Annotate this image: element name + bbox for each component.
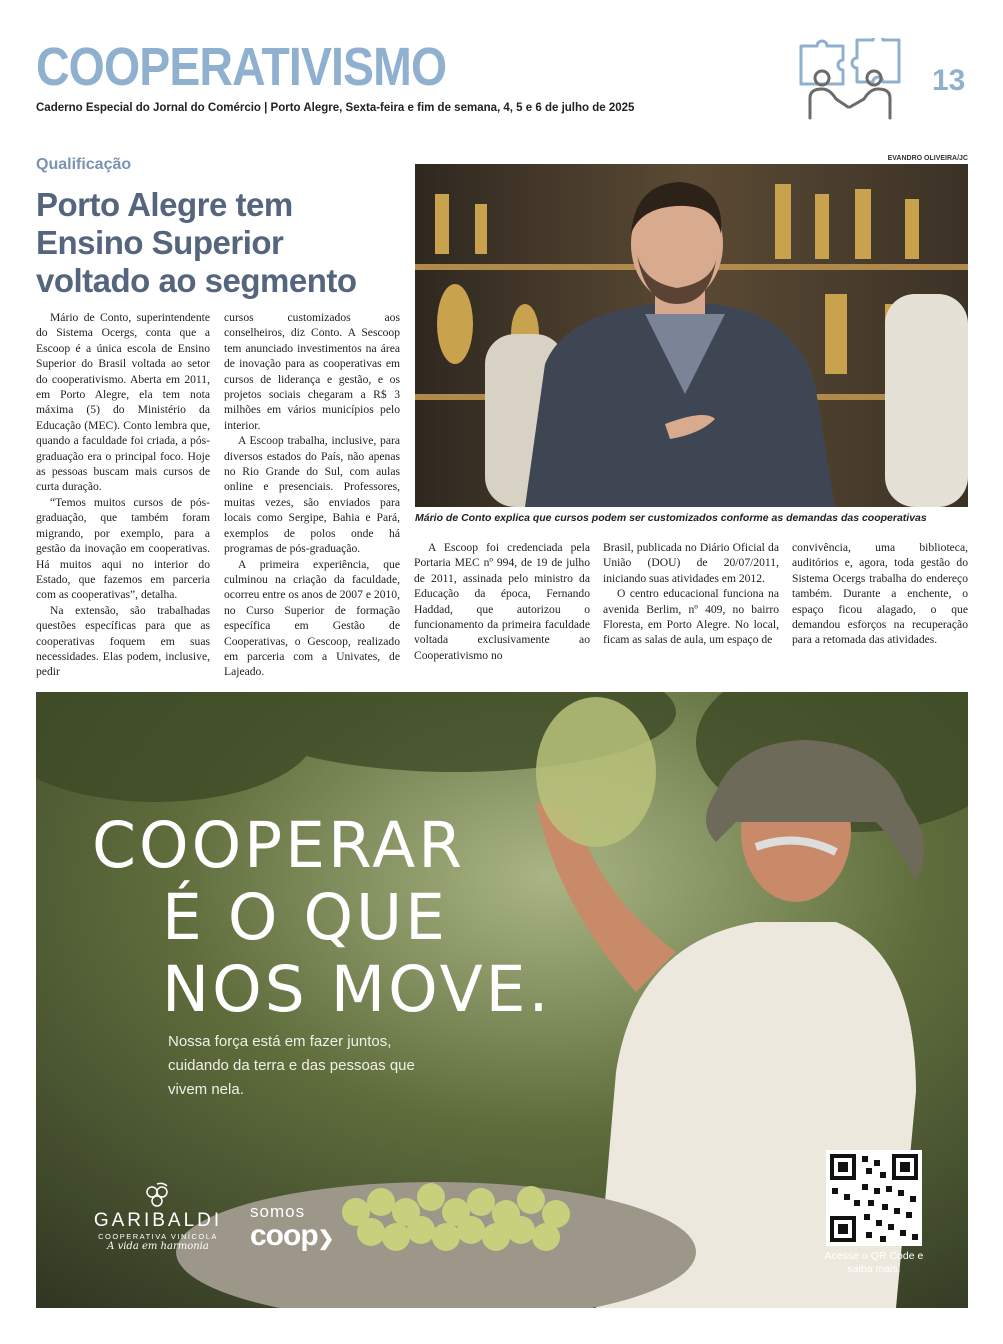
coop-text: coop❯ xyxy=(250,1219,334,1252)
paragraph: Na extensão, são trabalhadas questões específicas para que as cooperativas foquem em suas necessidades. Elas podem, inclusive, pedir xyxy=(36,603,210,679)
article-photo xyxy=(415,164,968,507)
garibaldi-logo xyxy=(88,1182,228,1252)
brand-name: GARIBALDI xyxy=(93,1210,223,1231)
paragraph: Brasil, publicada no Diário Oficial da União (DOU) de 20/07/2011, iniciando suas atividades em 2012. xyxy=(603,541,779,585)
brand-slogan: A vida em harmonia xyxy=(107,1241,209,1252)
somos-coop-logo xyxy=(250,1202,333,1253)
brand-tagline: COOPERATIVA VINÍCOLA xyxy=(98,1232,218,1241)
paragraph: cursos customizados aos conselheiros, diz Conto. A Sescoop tem anunciado investimentos na área de inovação para as cooperativas em cursos de liderança e gestão, e os projetos sociais chegaram a R$ 3 milhões em vários municípios pelo interior. xyxy=(224,311,400,432)
ad-headline xyxy=(92,810,552,1026)
arrow-icon: ❯ xyxy=(317,1228,334,1250)
article-column-4 xyxy=(603,540,779,648)
article-column-3 xyxy=(414,540,590,663)
photo-credit: EVANDRO OLIVEIRA/JC xyxy=(887,155,968,162)
paragraph: A Escoop foi credenciada pela Portaria MEC nº 994, de 19 de julho de 2011, assinada pelo ministro da Educação da época, Fernando Haddad, que autorizou o funcionamento da primeira faculdade voltada exclusivamente ao Cooperativismo no xyxy=(414,541,590,662)
page-number: 13 xyxy=(932,64,966,97)
qr-code-icon[interactable] xyxy=(826,1150,922,1246)
section-title: COOPERATIVISMO xyxy=(36,37,447,97)
article-headline: Porto Alegre tem Ensino Superior voltado ao segmento xyxy=(36,186,357,299)
grape-logo-icon xyxy=(138,1182,178,1212)
portrait-photo-illustration xyxy=(415,164,968,507)
ad-headline-line: COOPERAR xyxy=(92,809,466,882)
qr-caption: Acesse o QR Code e saiba mais. xyxy=(824,1250,924,1275)
paragraph: convivência, uma biblioteca, auditórios e, agora, toda gestão do Sistema Ocergs trabalha do endereço também. Durante a enchente, o espaço ficou alagado, o que demandou esforços na recuperação para a retomada das atividades. xyxy=(792,541,968,647)
article-column-2 xyxy=(224,310,400,680)
ad-headline-line: NOS MOVE. xyxy=(162,953,552,1026)
article-column-1 xyxy=(36,310,210,680)
paragraph: Mário de Conto, superintendente do Sistema Ocergs, conta que a Escoop é a única escola de Ensino Superior do Brasil voltada ao setor do cooperativismo. Aberta em 2011, em Porto Alegre, ela tem nota máxima (5) do Ministério da Educação (MEC). Conto lembra que, quando a faculdade foi criada, a pós-graduação era o principal foco. Hoje as pessoas buscam mais cursos de curta duração. xyxy=(36,311,210,494)
paragraph: A Escoop trabalha, inclusive, para diversos estados do País, não apenas no Rio Grande do Sul, com aulas online e presenciais. Professores, muitas vezes, são enviados para locais como Sergipe, Bahia e Pará, exemplos de polos onde há programas de pós-graduação. xyxy=(224,434,400,556)
somos-text: somos xyxy=(250,1202,306,1221)
article-kicker: Qualificação xyxy=(36,156,132,173)
puzzle-people-handshake-icon xyxy=(798,38,902,122)
article-column-5 xyxy=(792,540,968,648)
paragraph: O centro educacional funciona na avenida Berlim, nº 409, no bairro Floresta, em Porto Alegre. No local, ficam as salas de aula, um espaço de xyxy=(603,587,779,647)
ad-headline-line: É O QUE xyxy=(162,881,448,954)
ad-body-text: Nossa força está em fazer juntos, cuidando da terra e das pessoas que vivem nela. xyxy=(168,1033,415,1098)
photo-caption: Mário de Conto explica que cursos podem ser customizados conforme as demandas das cooperativas xyxy=(415,512,927,524)
paragraph: A primeira experiência, que culminou na criação da faculdade, ocorreu entre os anos de 2007 e 2010, no Curso Superior de formação específica em Gestão de Cooperativas, o Gescoop, realizado em parceria com a Univates, de Lajeado. xyxy=(224,557,400,679)
paragraph: “Temos muitos cursos de pós-graduação, que também foram migrando, por exemplo, para a gestão da inovação em cooperativas. Há muitos aqui no interior do Estado, que fazemos em parceria com as cooperativas”, detalha. xyxy=(36,495,210,602)
edition-line: Caderno Especial do Jornal do Comércio | Porto Alegre, Sexta-feira e fim de semana, 4, 5 e 6 de julho de 2025 xyxy=(36,102,635,114)
